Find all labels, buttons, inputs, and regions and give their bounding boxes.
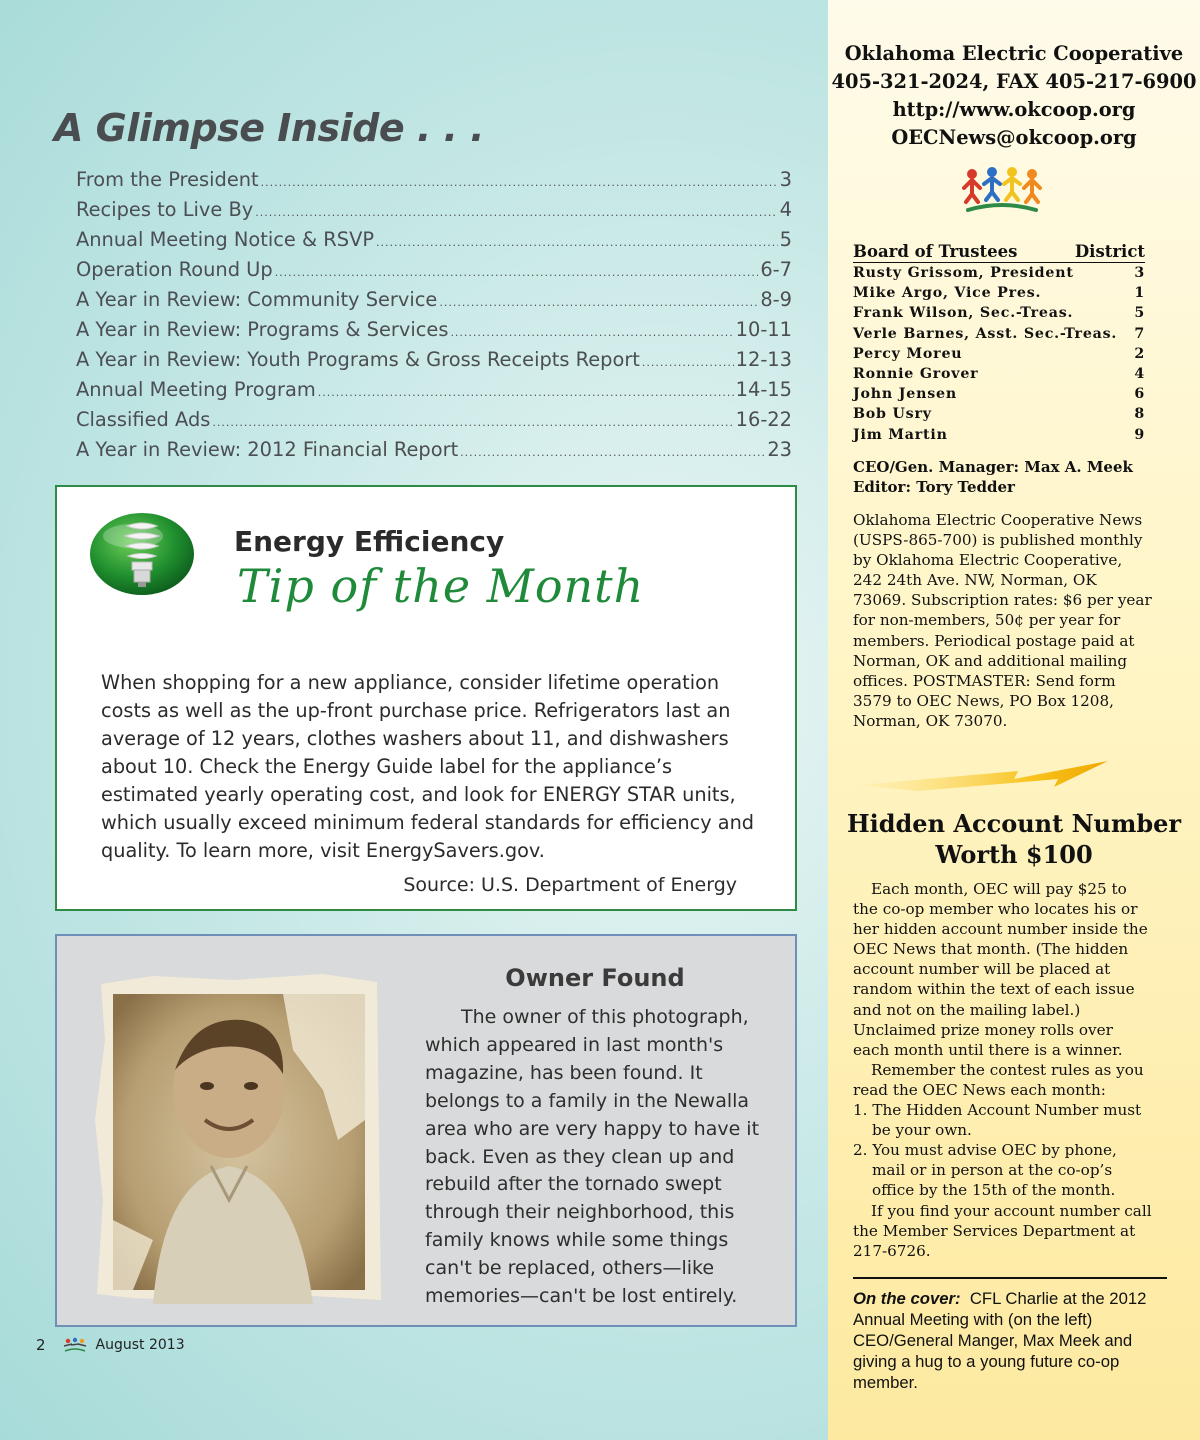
- toc-item-title: A Year in Review: Community Service: [76, 288, 438, 311]
- toc-item[interactable]: [76, 376, 792, 406]
- toc-leader: [318, 376, 734, 406]
- page-number: 2: [36, 1336, 46, 1354]
- hidden-account-title-line1: Hidden Account Number: [846, 809, 1182, 838]
- trustee-name: Rusty Grissom, President: [853, 265, 1074, 281]
- toc-item-page: 4: [779, 198, 792, 221]
- trustee-name: Mike Argo, Vice Pres.: [853, 285, 1042, 302]
- trustee-row: [853, 404, 1145, 424]
- toc-item-page: 3: [779, 168, 792, 191]
- energy-tip-box: [55, 485, 797, 911]
- trustee-district: 4: [1134, 366, 1145, 383]
- toc-leader: [450, 316, 733, 346]
- issue-date: August 2013: [95, 1337, 185, 1353]
- toc-title: A Glimpse Inside . . .: [54, 106, 485, 150]
- editor-line: Editor: Tory Tedder: [853, 478, 1015, 496]
- trustee-district: 5: [1134, 305, 1145, 322]
- toc-leader: [376, 226, 778, 256]
- masthead-column: [828, 0, 1200, 1440]
- toc-item-page: 5: [779, 228, 792, 251]
- toc-item-title: Recipes to Live By: [76, 198, 254, 221]
- toc-item-page: 10-11: [735, 318, 792, 341]
- cover-text: CFL Charlie at the 2012 Annual Meeting with (on the left) CEO/General Manger, Max Meek and giving a hug to a young future co-op member.: [853, 1289, 1147, 1392]
- contact-block: [828, 40, 1200, 152]
- phone-fax: 405-321-2024, FAX 405-217-6900: [831, 70, 1197, 93]
- trustee-row: [853, 283, 1145, 303]
- owner-found-body: The owner of this photograph, which appeared in last month's magazine, has been found. It belongs to a family in the Newalla area who are very happy to have it back. Even as they clean up and rebuild after the tornado swept through their neighborhood, this family knows while some things can't be replaced, others—like memories—can't be lost entirely.: [425, 1006, 760, 1308]
- trustee-district: 9: [1134, 426, 1145, 443]
- tip-heading: Energy Efficiency: [234, 525, 505, 558]
- toc-leader: [275, 256, 759, 286]
- board-of-trustees: [853, 242, 1145, 445]
- toc-item-page: 6-7: [760, 258, 792, 281]
- toc-leader: [642, 346, 734, 376]
- trustee-district: 8: [1134, 406, 1145, 423]
- trustee-row: [853, 303, 1145, 323]
- trustee-row: [853, 263, 1145, 283]
- toc-item[interactable]: [76, 286, 792, 316]
- toc-item-page: 23: [767, 438, 792, 461]
- cfl-bulb-icon: [89, 512, 195, 596]
- tip-body: When shopping for a new appliance, consider lifetime operation costs as well as the up-front purchase price. Refrigerators last an average of 12 years, clothes washers about 11, and dishwashers about 10. Check the Energy Guide label for the appliance’s estimated yearly operating cost, and look for ENERGY STAR units, which usually exceed minimum federal standards for efficiency and quality. To learn more, visit EnergySavers.gov.: [101, 671, 755, 862]
- toc-item[interactable]: [76, 226, 792, 256]
- email-link[interactable]: OECNews@okcoop.org: [891, 126, 1137, 149]
- hidden-account-para: Each month, OEC will pay $25 to the co-op member who locates his or her hidden account number inside the OEC News that month. (The hidden account number will be placed at random within the text of each issue and not on the mailing label.) Unclaimed prize money rolls over each month until there is a winner.: [853, 880, 1148, 1059]
- toc-item-page: 12-13: [735, 348, 792, 371]
- toc-item-page: 16-22: [735, 408, 792, 431]
- hidden-account-body: [853, 879, 1153, 1261]
- management-block: [853, 457, 1133, 497]
- toc-item[interactable]: [76, 406, 792, 436]
- hidden-account-title-line2: Worth $100: [935, 840, 1093, 869]
- website-link[interactable]: http://www.okcoop.org: [892, 98, 1136, 121]
- toc-item-title: Classified Ads: [76, 408, 211, 431]
- coop-people-logo-icon: [962, 166, 1042, 214]
- trustee-name: John Jensen: [853, 386, 957, 403]
- cover-caption: [853, 1288, 1153, 1393]
- tip-script-heading: Tip of the Month: [237, 559, 645, 613]
- page-footer: [36, 1336, 185, 1354]
- toc-item-title: A Year in Review: Programs & Services: [76, 318, 449, 341]
- hidden-account-para: If you find your account number call the Member Services Department at 217-6726.: [853, 1201, 1152, 1260]
- table-of-contents: [76, 166, 792, 466]
- trustee-row: [853, 344, 1145, 364]
- trustee-name: Bob Usry: [853, 406, 932, 423]
- contest-rule: 2. You must advise OEC by phone, mail or in person at the co-op’s office by the 15th of the month.: [853, 1141, 1117, 1200]
- toc-leader: [212, 406, 733, 436]
- toc-item-page: 8-9: [760, 288, 792, 311]
- toc-item[interactable]: [76, 196, 792, 226]
- toc-item-page: 14-15: [735, 378, 792, 401]
- boy-photograph-image: [93, 970, 383, 1304]
- toc-item-title: Annual Meeting Notice & RSVP: [76, 228, 375, 251]
- trustee-name: Verle Barnes, Asst. Sec.-Treas.: [853, 325, 1118, 342]
- toc-item-title: From the President: [76, 168, 259, 191]
- toc-item[interactable]: [76, 256, 792, 286]
- trustee-row: [853, 384, 1145, 404]
- toc-item-title: Operation Round Up: [76, 258, 273, 281]
- trustee-district: 1: [1134, 285, 1145, 302]
- toc-leader: [460, 436, 765, 466]
- board-header: [853, 242, 1145, 263]
- toc-leader: [261, 166, 778, 196]
- trustee-district: 2: [1134, 345, 1145, 362]
- trustee-district: 6: [1134, 386, 1145, 403]
- trustee-row: [853, 364, 1145, 384]
- toc-item-title: A Year in Review: 2012 Financial Report: [76, 438, 459, 461]
- toc-item[interactable]: [76, 436, 792, 466]
- hidden-account-title: [828, 808, 1200, 870]
- trustee-name: Ronnie Grover: [853, 366, 979, 383]
- owner-found-box: [55, 934, 797, 1327]
- tip-source: Source: U.S. Department of Energy: [403, 874, 737, 896]
- trustee-district: 3: [1134, 265, 1145, 281]
- district-header-label: District: [1074, 242, 1145, 261]
- toc-leader: [439, 286, 758, 316]
- owner-found-title: Owner Found: [505, 964, 685, 992]
- coop-logo-icon: [62, 1337, 88, 1353]
- toc-leader: [255, 196, 777, 226]
- toc-item-title: A Year in Review: Youth Programs & Gross Receipts Report: [76, 348, 640, 371]
- trustee-row: [853, 324, 1145, 344]
- org-name: Oklahoma Electric Cooperative: [844, 42, 1184, 65]
- trustee-name: Percy Moreu: [853, 345, 963, 362]
- contest-rule: 1. The Hidden Account Number must be your own.: [853, 1101, 1142, 1140]
- trustee-name: Frank Wilson, Sec.-Treas.: [853, 305, 1074, 322]
- toc-item[interactable]: [76, 346, 792, 376]
- trustee-name: Jim Martin: [853, 426, 948, 443]
- board-header-label: Board of Trustees: [853, 242, 1018, 261]
- divider: [853, 1277, 1167, 1279]
- toc-item[interactable]: [76, 316, 792, 346]
- trustee-district: 7: [1134, 325, 1145, 342]
- ceo-line: CEO/Gen. Manager: Max A. Meek: [853, 458, 1133, 476]
- toc-item[interactable]: [76, 166, 792, 196]
- toc-item-title: Annual Meeting Program: [76, 378, 316, 401]
- publication-info: Oklahoma Electric Cooperative News (USPS-865-700) is published monthly by Oklahoma Electric Cooperative, 242 24th Ave. NW, Norman, OK 73069. Subscription rates: $6 per year for non-members, 50¢ per year for members. Periodical postage paid at Norman, OK and additional mailing offices. POSTMASTER: Send form 3579 to OEC News, PO Box 1208, Norman, OK 73070.: [853, 511, 1152, 730]
- lightning-bolt-icon: [858, 757, 1108, 797]
- trustee-row: [853, 425, 1145, 445]
- hidden-account-para: Remember the contest rules as you read the OEC News each month:: [853, 1060, 1144, 1099]
- cover-label: On the cover:: [853, 1289, 961, 1308]
